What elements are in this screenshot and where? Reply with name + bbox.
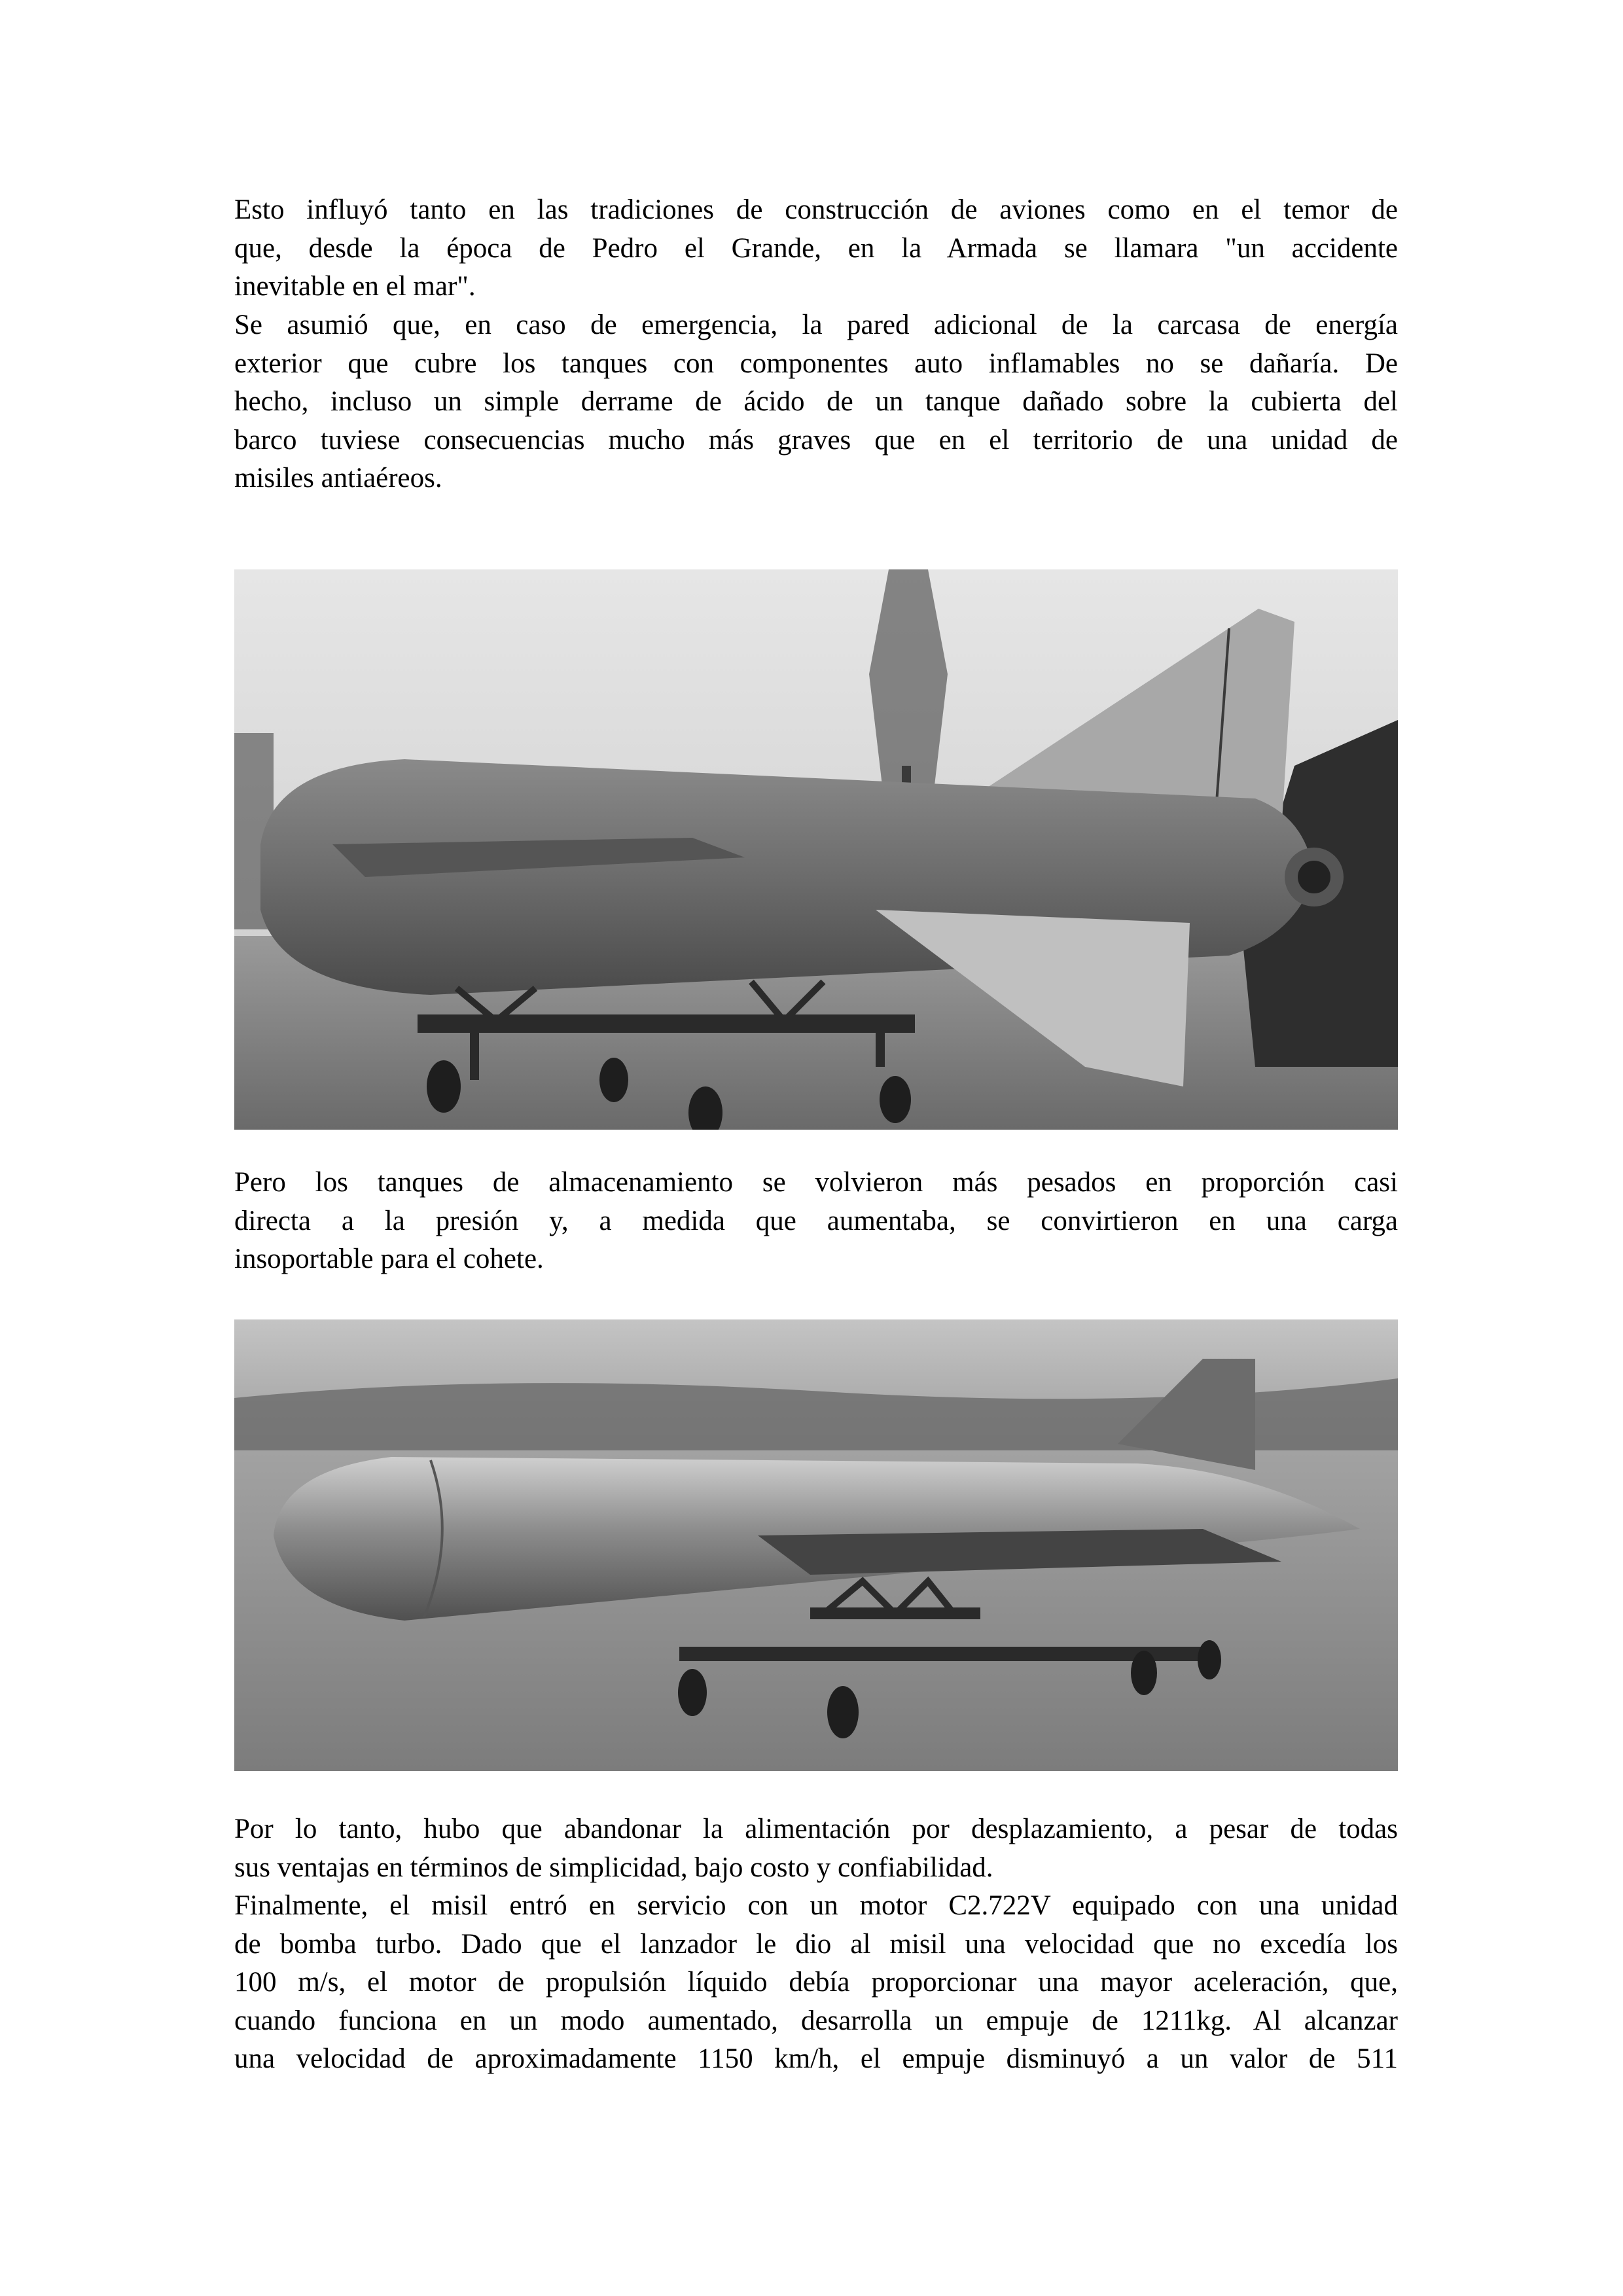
paragraph-1 [234,191,1398,306]
text-line: que, desde la época de Pedro el Grande, en la Armada se llamara "un accidente [234,232,1398,264]
text-line: barco tuviese consecuencias mucho más graves que en el territorio de una unidad de [234,424,1398,456]
text-line: Pero los tanques de almacenamiento se volvieron más pesados en proporción casi [234,1167,1398,1198]
text-line: una velocidad de aproximadamente 1150 km/h, el empuje disminuyó a un valor de 511 [234,2043,1398,2074]
text-line: cuando funciona en un modo aumentado, desarrolla un empuje de 1211kg. Al alcanzar [234,2005,1398,2036]
missile-photo-2-image [234,1319,1398,1771]
text-line: 100 m/s, el motor de propulsión líquido debía proporcionar una mayor aceleración, que, [234,1967,1398,1998]
text-line: insoportable para el cohete. [234,1244,544,1274]
text-line: misiles antiaéreos. [234,463,442,493]
paragraph-4 [234,1810,1398,1887]
paragraph-5 [234,1887,1398,2079]
text-line: directa a la presión y, a medida que aumentaba, se convirtieron en una carga [234,1205,1398,1236]
text-line: exterior que cubre los tanques con componentes auto inflamables no se dañaría. De [234,348,1398,379]
paragraph-3 [234,1164,1398,1279]
text-line: Finalmente, el misil entró en servicio con un motor C2.722V equipado con una unidad [234,1890,1398,1921]
paragraph-2 [234,306,1398,498]
missile-photo-2 [234,1319,1398,1771]
text-line: Se asumió que, en caso de emergencia, la pared adicional de la carcasa de energía [234,310,1398,340]
text-line: hecho, incluso un simple derrame de ácido de un tanque dañado sobre la cubierta del [234,386,1398,417]
missile-photo-1 [234,569,1398,1130]
text-line: sus ventajas en términos de simplicidad, bajo costo y confiabilidad. [234,1852,993,1883]
missile-photo-1-image [234,569,1398,1130]
text-line: Por lo tanto, hubo que abandonar la alimentación por desplazamiento, a pesar de todas [234,1814,1398,1844]
text-line: inevitable en el mar". [234,271,476,302]
text-line: de bomba turbo. Dado que el lanzador le dio al misil una velocidad que no excedía los [234,1928,1398,1960]
text-line: Esto influyó tanto en las tradiciones de construcción de aviones como en el temor de [234,194,1398,225]
